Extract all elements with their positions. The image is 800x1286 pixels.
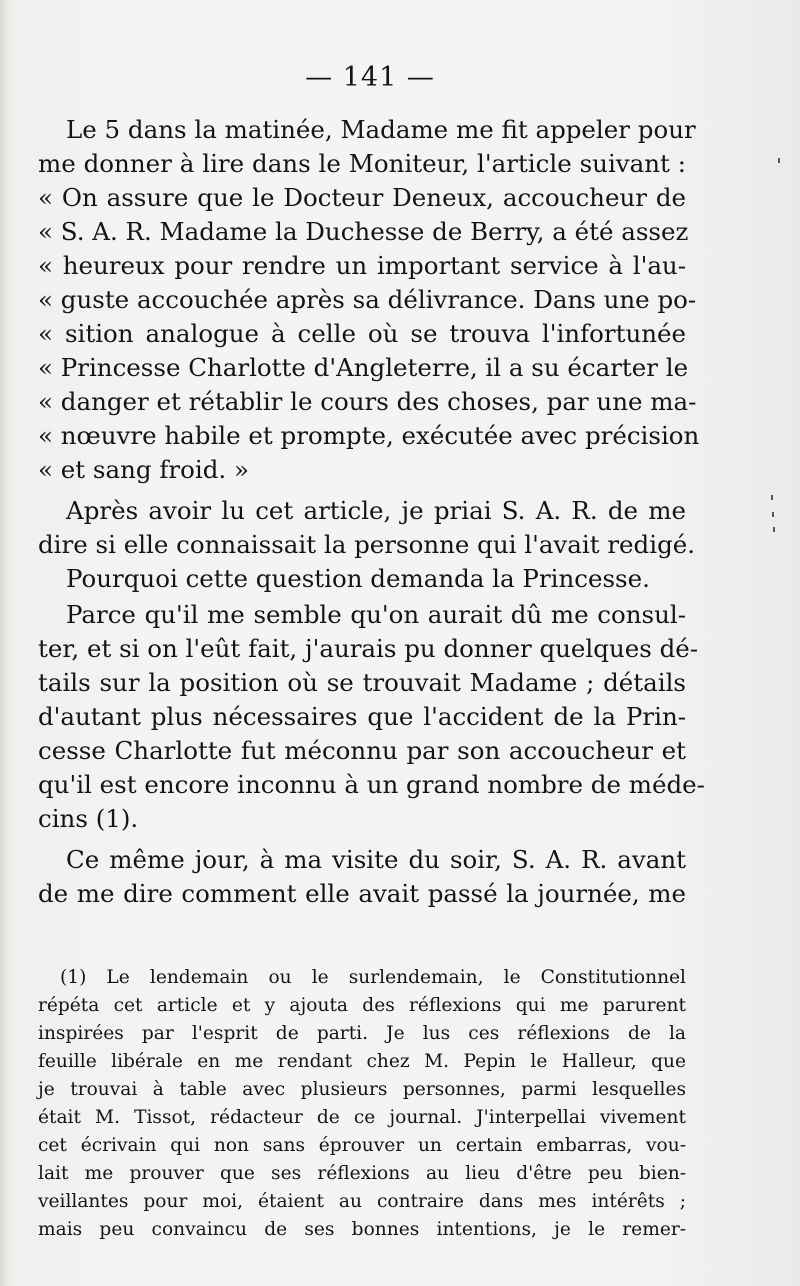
body-line: « danger et rétablir le cours des choses, par une ma- [38,387,697,416]
body-line: « On assure que le Docteur Deneux, accoucheur de [38,183,686,212]
body-line: Ce même jour, à ma visite du soir, S. A. R. avant [66,845,686,874]
page-number: — 141 — [305,62,435,93]
body-line: « guste accouchée après sa délivrance. Dans une po- [38,285,697,314]
footnote-line: était M. Tissot, rédacteur de ce journal. J'interpellai vivement [38,1107,686,1128]
print-speck [771,495,773,500]
body-line: me donner à lire dans le Moniteur, l'article suivant : [38,149,686,178]
body-line: qu'il est encore inconnu à un grand nombre de méde- [38,770,705,799]
footnote-line: mais peu convaincu de ses bonnes intentions, je le remer- [38,1219,686,1240]
body-line: ter, et si on l'eût fait, j'aurais pu donner quelques dé- [38,634,699,663]
footnote-line: lait me prouver que ses réflexions au lieu d'être peu bien- [38,1163,686,1184]
body-line: cins (1). [38,804,139,833]
body-line: « sition analogue à celle où se trouva l'infortunée [38,319,686,348]
body-line: dire si elle connaissait la personne qui l'avait redigé. [38,530,696,559]
footnote-line: veillantes pour moi, étaient au contraire dans mes intérêts ; [38,1191,686,1212]
body-line: « Princesse Charlotte d'Angleterre, il a su écarter le [38,353,689,382]
footnote-line: répéta cet article et y ajouta des réflexions qui me parurent [38,995,686,1016]
print-speck [772,512,774,517]
body-line: Pourquoi cette question demanda la Princesse. [66,564,650,593]
body-line: Après avoir lu cet article, je priai S. A. R. de me [66,496,686,525]
body-line: cesse Charlotte fut méconnu par son accoucheur et [38,736,686,765]
footnote-line: feuille libérale en me rendant chez M. Pepin le Halleur, que [38,1051,686,1072]
print-speck [773,527,775,532]
footnote-line: cet écrivain qui non sans éprouver un certain embarras, vou- [38,1135,686,1156]
body-line: « et sang froid. » [38,455,249,484]
print-speck [778,158,780,163]
body-line: « S. A. R. Madame la Duchesse de Berry, a été assez [38,217,689,246]
body-line: d'autant plus nécessaires que l'accident de la Prin- [38,702,686,731]
body-line: de me dire comment elle avait passé la journée, me [38,879,686,908]
footnote-line: (1) Le lendemain ou le surlendemain, le Constitutionnel [60,967,686,988]
body-line: « nœuvre habile et prompte, exécutée avec précision [38,421,700,450]
body-line: Parce qu'il me semble qu'on aurait dû me consul- [66,600,686,629]
body-line: Le 5 dans la matinée, Madame me fit appeler pour [66,115,696,144]
footnote-line: je trouvai à table avec plusieurs personnes, parmi lesquelles [38,1079,686,1100]
body-line: tails sur la position où se trouvait Madame ; détails [38,668,686,697]
page-edge-shadow [0,0,10,1286]
body-line: « heureux pour rendre un important service à l'au- [38,251,686,280]
footnote-line: inspirées par l'esprit de parti. Je lus ces réflexions de la [38,1023,686,1044]
